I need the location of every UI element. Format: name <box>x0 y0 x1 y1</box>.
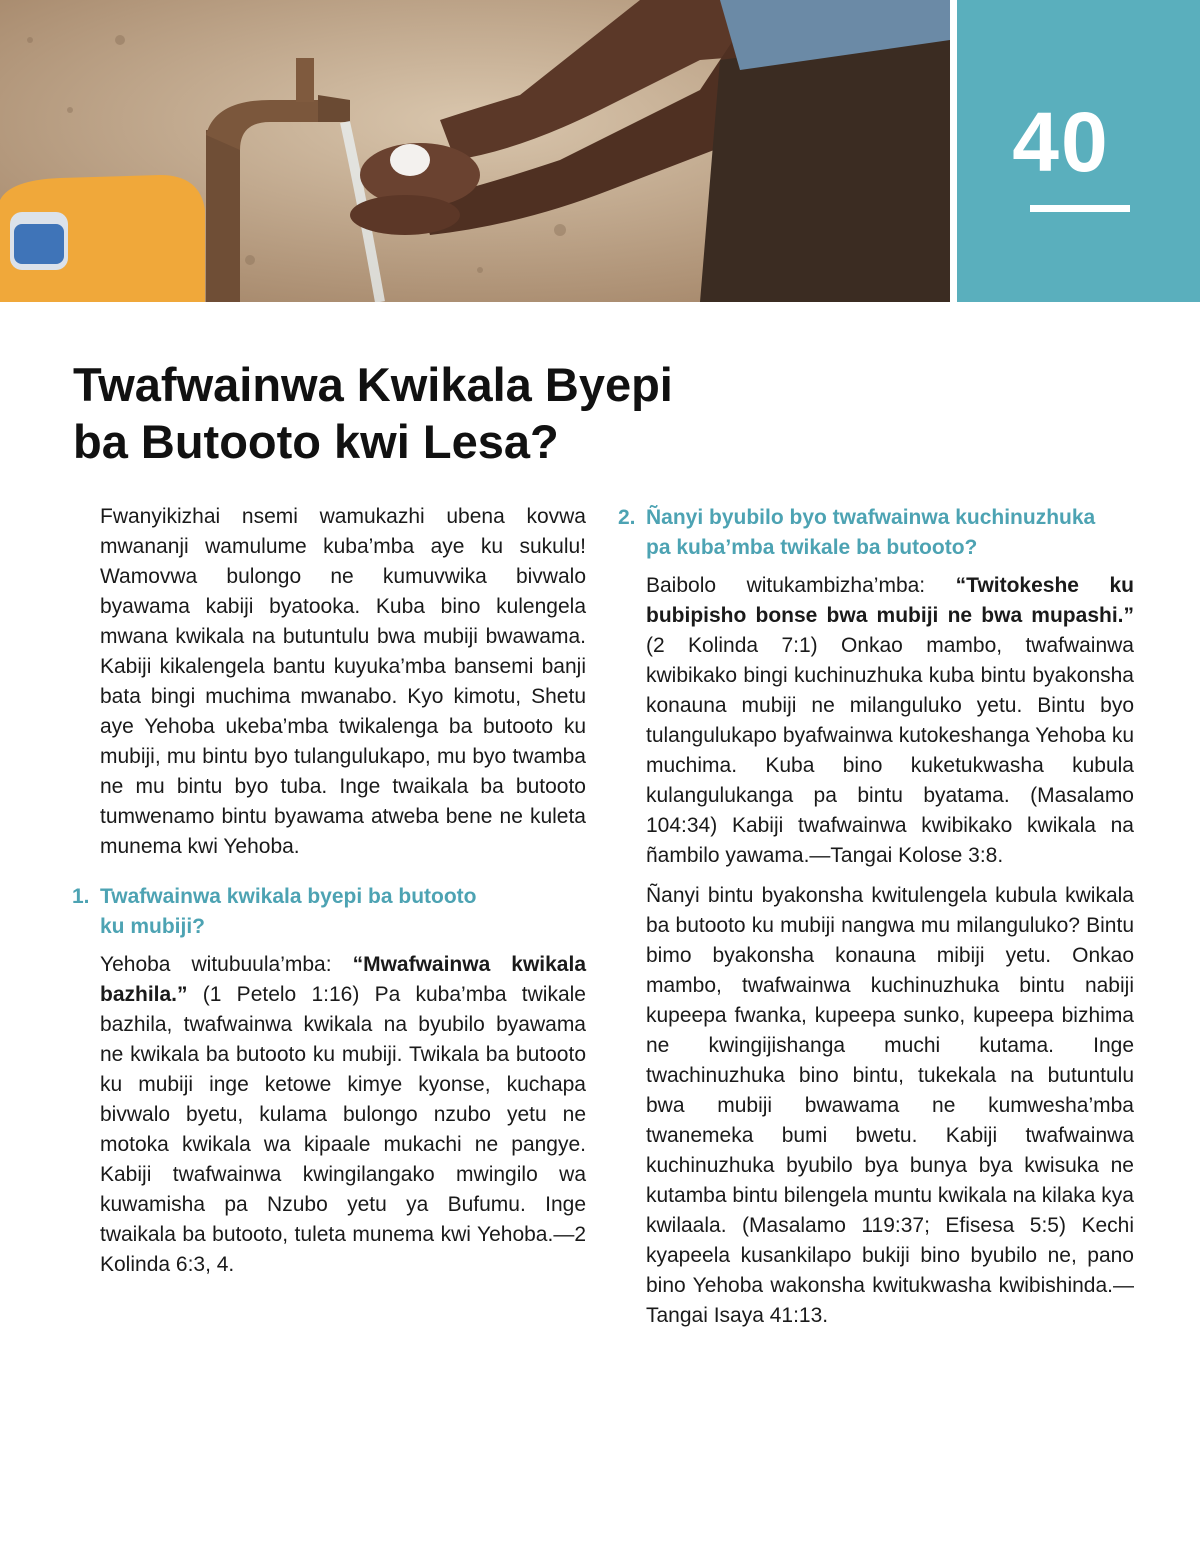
question-1-number: 1. <box>72 885 90 908</box>
lesson-number: 40 <box>1012 95 1110 189</box>
answer-1-scripture-quote: “Mwafwainwa kwikala bazhila.” <box>100 953 586 1006</box>
question-2-line-2: pa kuba’mba twikale ba butooto? <box>646 536 978 559</box>
header-photo <box>0 0 950 302</box>
question-1-line-1: Twafwainwa kwikala byepi ba butooto <box>100 885 477 908</box>
answer-1-lead: Yehoba witubuula’mba: <box>100 953 353 976</box>
badge-underline <box>1030 205 1130 212</box>
question-1-line-2: ku mubiji? <box>100 915 205 938</box>
intro-paragraph: Fwanyikizhai nsemi wamukazhi ubena kovwa mwananji wamulume kuba’mba aye ku sukulu! Wamovwa bulongo ne kumuvwika bivwalo byawama kabiji byatooka. Kuba bino kulengela mwana kwikala na butuntulu bwa mubiji bwawama. Kabiji kikalengela bantu kuyuka’mba bansemi banji bata bingi muchima mwanabo. Kyo kimotu, Shetu aye Yehoba ukeba’mba twikalenga ba butooto ku mubiji, mu bintu byo tulangulukapo, mu byo twamba ne mu bintu byo tuba. Inge twaikala ba butooto tumwenamo bintu byawama atweba bene ne kuleta munema kwi Yehoba. <box>100 505 586 858</box>
left-column <box>72 502 586 1290</box>
answer-2-scripture-quote: “Twitokeshe ku bubipisho bonse bwa mubiji ne bwa mupashi.” <box>646 574 1134 627</box>
question-2 <box>618 503 1134 563</box>
title-line-1: Twafwainwa Kwikala Byepi <box>73 358 673 411</box>
answer-2-body: (2 Kolinda 7:1) Onkao mambo, twafwainwa kwibikako bingi kuchinuzhuka kuba bintu byakonsha konauna mubiji ne milanguluko yetu. Bintu byo tulangulukapo byafwainwa kutokeshanga Yehoba ku muchima. Kuba bino kuketukwasha kubula kulangulukanga pa bintu byatama. (Masalamo 104:34) Kabiji twafwainwa kwibikako kwikala na ñambilo yawama.—Tangai Kolose 3:8. <box>646 634 1134 867</box>
answer-1-body: (1 Petelo 1:16) Pa kuba’mba twikale bazhila, twafwainwa kwikala na byubilo byawama ne kwikala ba butooto ku mubiji. Twikala ba butooto ku mubiji inge ketowe kimye kyonse, kuchapa bivwalo byetu, kulama bulongo nzubo yetu ne motoka kwikala wa kipaale mukachi ne pangye. Kabiji twafwainwa kwingilangako mwingilo wa kuwamisha pa Nzubo yetu ya Bufumu. Inge twaikala ba butooto, tuleta munema kwi Yehoba.—2 Kolinda 6:3, 4. <box>100 983 586 1276</box>
answer-2-paragraph-2: Ñanyi bintu byakonsha kwitulengela kubula kwikala ba butooto ku mubiji nangwa mu milanguluko? Bintu bimo byakonsha konauna mibiji yetu. Onkao mambo, twafwainwa kuchinuzhuka bintu nabiji kupeepa fwanka, kupeepa sunko, kupeepa bizhima ne kwingijishanga muchi kutama. Inge twachinuzhuka bino bintu, tukekala na butuntulu bwa mubiji bwawama ne kumwesha’mba twanemeka bumi bwetu. Kabiji twafwainwa kuchinuzhuka byubilo bya bunya bya kwisuka ne kutamba bintu bilengela muntu kwikala na kilaka kya kwilaala. (Masalamo 119:37; Efisesa 5:5) Kechi kyapeela kusankilapo bukiji bino byubilo ne, pano bino Yehoba wakonsha kwitukwasha kwibishinda.—Tangai Isaya 41:13. <box>646 884 1134 1327</box>
answer-2-paragraph-1 <box>646 571 1134 871</box>
question-1 <box>72 882 586 942</box>
lesson-number-badge <box>957 0 1200 302</box>
page-title <box>73 356 833 470</box>
answer-1-paragraph <box>100 950 586 1280</box>
answer-2-lead: Baibolo witukambizha’mba: <box>646 574 956 597</box>
question-2-line-1: Ñanyi byubilo byo twafwainwa kuchinuzhuka <box>646 506 1096 529</box>
title-line-2: ba Butooto kwi Lesa? <box>73 415 559 468</box>
question-2-number: 2. <box>618 506 636 529</box>
hands-washing-under-tap-icon <box>0 0 950 302</box>
right-column <box>618 503 1134 1341</box>
